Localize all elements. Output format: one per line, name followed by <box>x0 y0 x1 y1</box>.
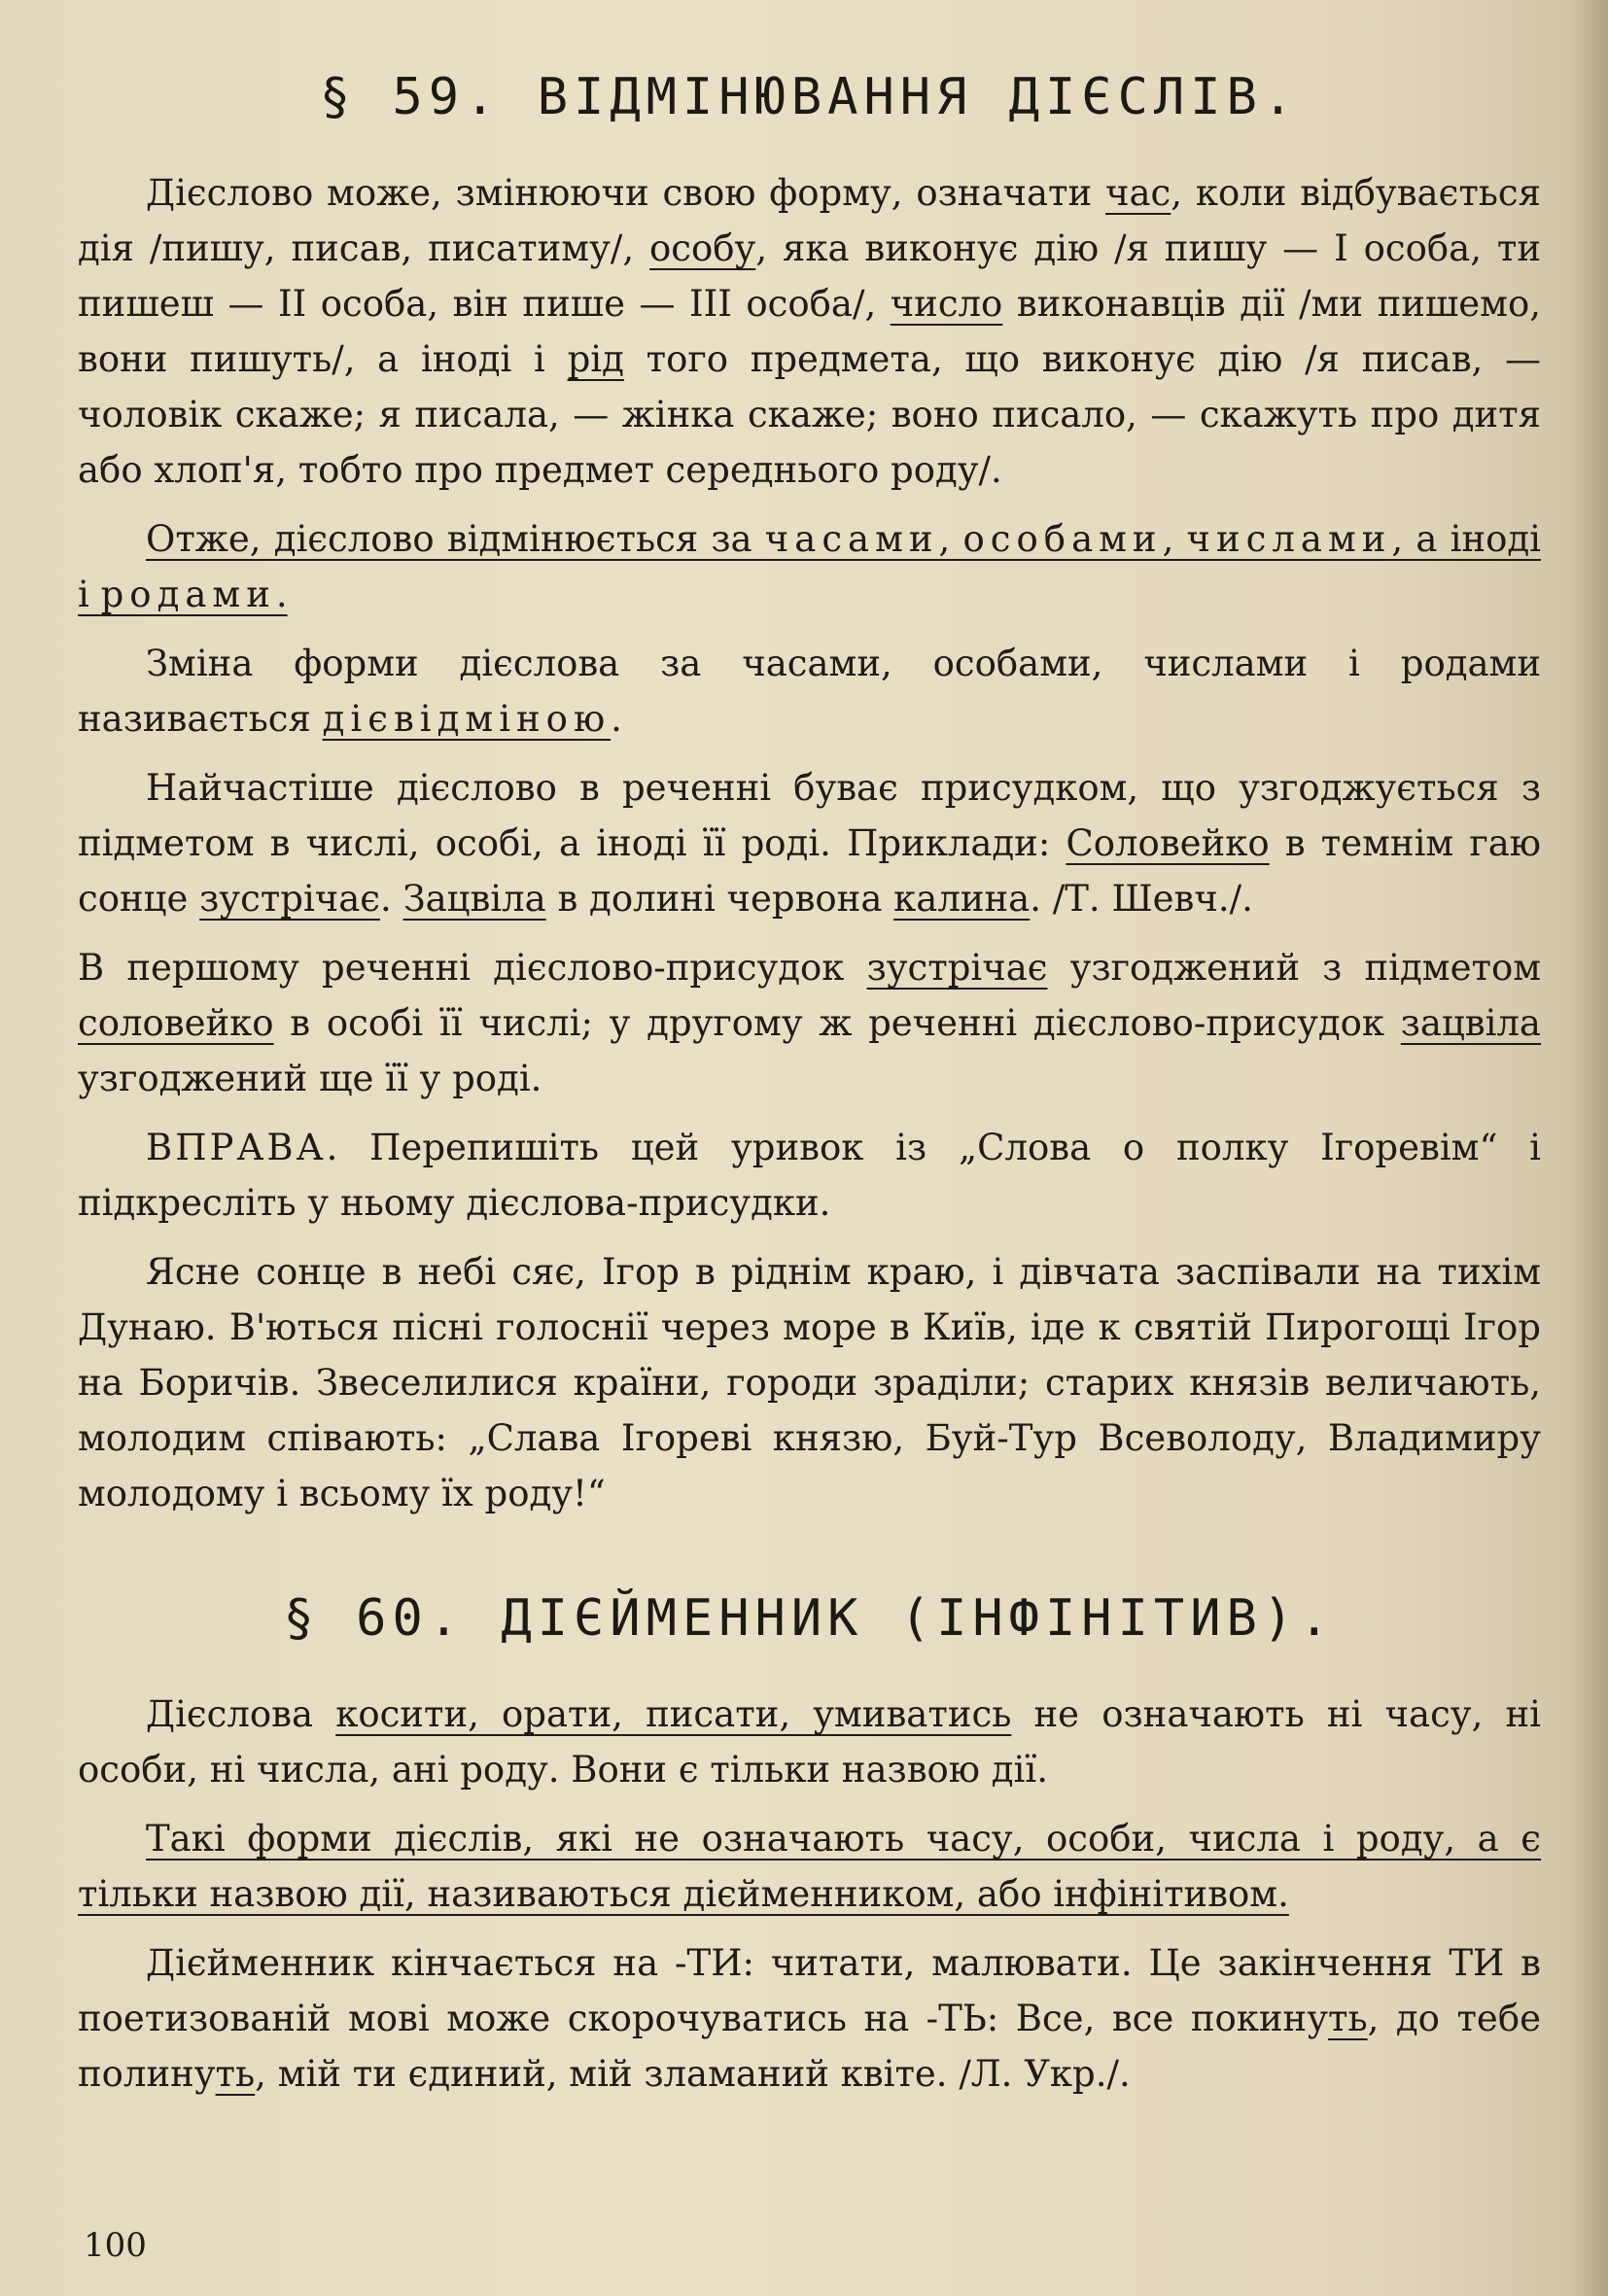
s60-paragraph-2-rule: Такі форми дієслів, які не означають часу, особи, числа і роду, а є тільки назвою дії, називаються дієйменником, або інфінітивом. <box>78 1818 1541 1915</box>
s59-paragraph-4: Найчастіше дієслово в реченні буває присудком, що узгоджується з підметом в числі, особі, а іноді її роді. Приклади: Соловейко в темнім гаю сонце зустрічає. Зацвіла в долині червона калина. /Т. Шевч./. <box>78 767 1541 920</box>
term-chyslo: число <box>890 283 1003 325</box>
term-dievidmina: дієвідміною <box>322 698 612 740</box>
s59-paragraph-2-rule: Отже, дієслово відмінюється за часами, особами, числами, а іноді і родами. <box>78 518 1542 615</box>
s59-paragraph-5: В першому реченні дієслово-присудок зустрічає узгоджений з підметом соловейко в особі її числі; у другому ж реченні дієслово-присудок зацвіла узгоджений ще її у роді. <box>78 947 1541 1099</box>
s59-paragraph-1: Дієслово може, змінюючи свою форму, означати час, коли відбувається дія /пишу, писав, писатиму/, особу, яка виконує дію /я пишу — І особа, ти пишеш — II особа, він пише — III особа/, число виконавців дії /ми пишемо, вони пишуть/, а іноді і рід того предмета, що виконує дію /я писав, — чоловік скаже; я писала, — жінка скаже; воно писало, — скажуть про дитя або хлоп'я, тобто про предмет середнього роду/. <box>78 172 1541 491</box>
s59-exercise-text: Ясне сонце в небі сяє, Ігор в ріднім краю, і дівчата заспівали на тихім Дунаю. В'ються пісні голоснії через море в Київ, іде к святій Пирогощі Ігор на Боричів. Звеселилися країни, городи зраділи; старих князів величають, молодим співають: „Слава Ігореві князю, Буй-Тур Всеволоду, Владимиру молодому і всьому їх роду!“ <box>78 1251 1541 1514</box>
section-59-heading: § 59. ВІДМІНЮВАННЯ ДІЄСЛІВ. <box>319 68 1300 126</box>
term-osoba: особу <box>648 227 756 269</box>
s59-exercise: ВПРАВА. Перепишіть цей уривок із „Слова о полку Ігоревім“ і підкресліть у ньому дієслова-присудки. <box>78 1127 1541 1224</box>
s59-paragraph-3: Зміна форми дієслова за часами, особами, числами і родами називається дієвідміною. <box>78 643 1541 740</box>
exercise-label: ВПРАВА <box>146 1127 327 1168</box>
page-spine-shadow <box>1569 0 1608 2296</box>
page-content <box>78 68 1541 2102</box>
s60-paragraph-3: Дієйменник кінчається на -ТИ: читати, малювати. Це закінчення ТИ в поетизованій мові може скорочуватись на -ТЬ: Все, все покинуть, до тебе полинуть, мій ти єдиний, мій зламаний квіте. /Л. Укр./. <box>78 1942 1541 2095</box>
s60-paragraph-1: Дієслова косити, орати, писати, умиватись не означають ні часу, ні особи, ні числа, ані роду. Вони є тільки назвою дії. <box>78 1693 1541 1791</box>
term-rid: рід <box>567 338 624 380</box>
term-chas: час <box>1105 172 1171 214</box>
section-60-heading: § 60. ДІЄЙМЕННИК (ІНФІНІТИВ). <box>283 1589 1336 1648</box>
page-number: 100 <box>84 2226 147 2265</box>
